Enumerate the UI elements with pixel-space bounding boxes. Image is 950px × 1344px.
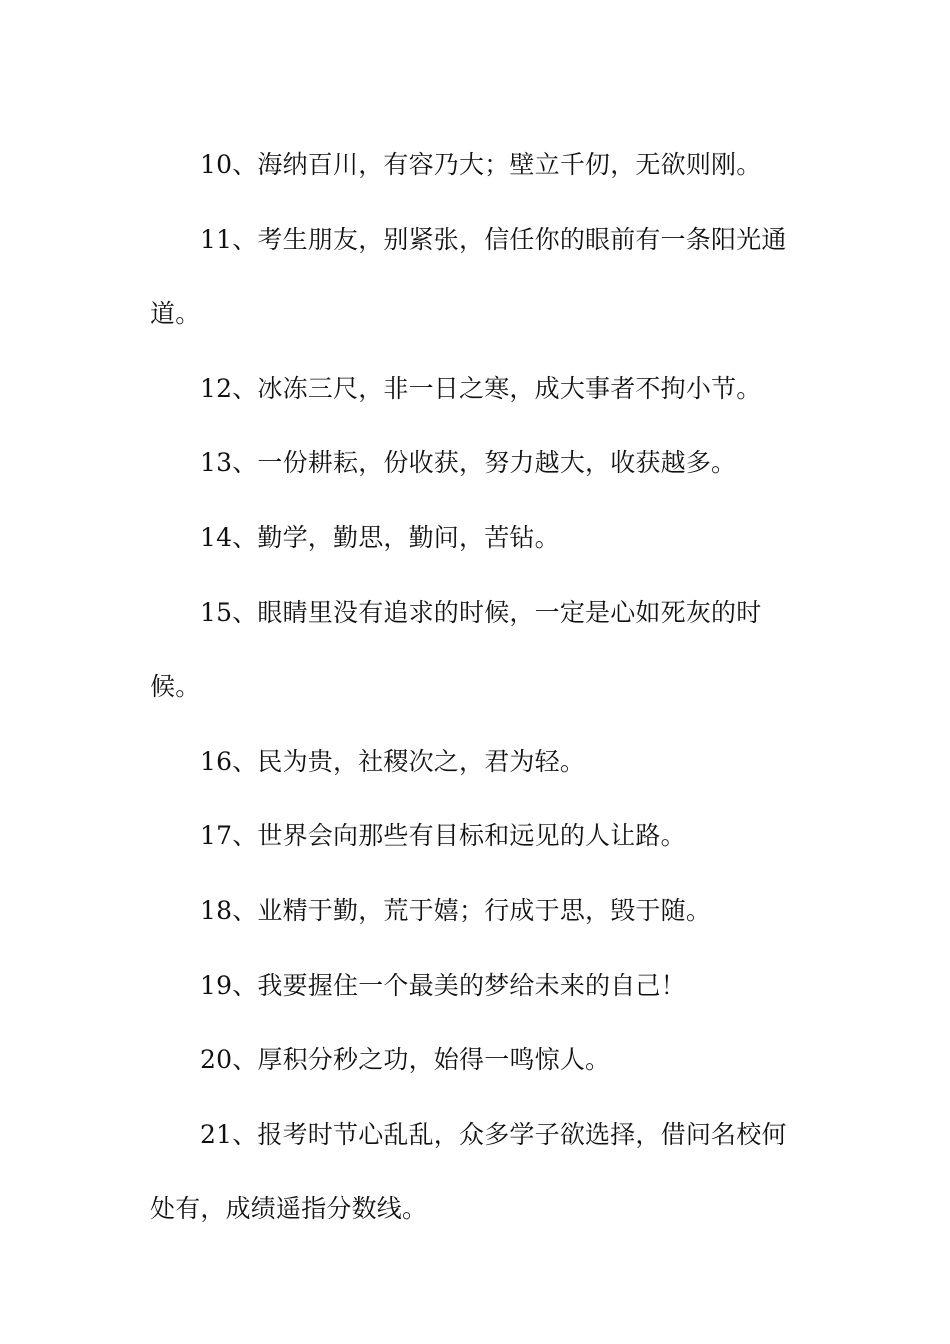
paragraph-10: 10、海纳百川，有容乃大；壁立千仞，无欲则刚。	[200, 150, 762, 179]
paragraph-18: 18、业精于勤，荒于嬉；行成于思，毁于随。	[200, 895, 712, 925]
paragraph-16: 16、民为贵，社稷次之，君为轻。	[200, 746, 586, 776]
document-body	[150, 128, 798, 1247]
paragraph-11: 11、考生朋友，别紧张，信任你的眼前有一条阳光通道。	[150, 224, 787, 329]
paragraph-14: 14、勤学，勤思，勤问，苦钻。	[200, 522, 560, 552]
paragraph-20: 20、厚积分秒之功，始得一鸣惊人。	[200, 1045, 611, 1075]
paragraph-17: 17、世界会向那些有目标和远见的人让路。	[200, 821, 686, 851]
paragraph-15: 15、眼睛里没有追求的时候，一定是心如死灰的时候。	[150, 597, 762, 702]
paragraph-13: 13、一份耕耘，份收获，努力越大，收获越多。	[200, 448, 737, 478]
paragraph-21: 21、报考时节心乱乱，众多学子欲选择，借问名校何处有，成绩遥指分数线。	[150, 1119, 787, 1224]
paragraph-12: 12、冰冻三尺，非一日之寒，成大事者不拘小节。	[200, 373, 762, 403]
paragraph-19: 19、我要握住一个最美的梦给未来的自己！	[200, 970, 686, 1000]
